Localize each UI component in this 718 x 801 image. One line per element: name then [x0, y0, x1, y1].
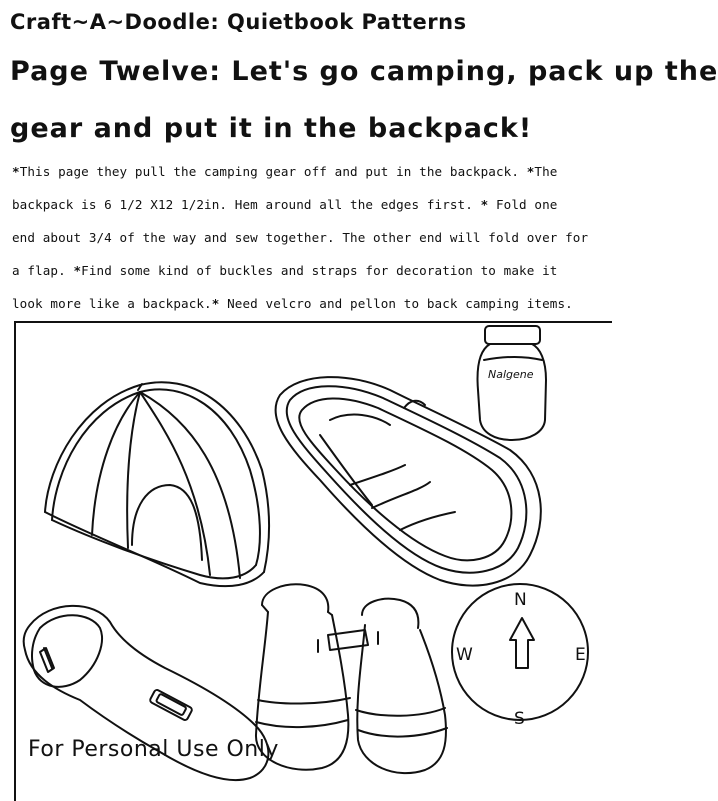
- asterisk-icon: *: [73, 263, 82, 278]
- instructions-line-4: a flap. *Find some kind of buckles and straps for decoration to make it: [12, 263, 558, 278]
- instructions-line-1: *This page they pull the camping gear off and put in the backpack. *The: [12, 164, 558, 179]
- page-title-line-2: gear and put it in the backpack!: [10, 113, 533, 144]
- compass-north-label: N: [514, 590, 527, 610]
- pattern-series-title: Craft~A~Doodle: Quietbook Patterns: [10, 10, 467, 34]
- compass-west-label: W: [456, 645, 473, 665]
- instructions-line-2: backpack is 6 1/2 X12 1/2in. Hem around all the edges first. * Fold one: [12, 197, 558, 212]
- instructions-line-5: look more like a backpack.* Need velcro and pellon to back camping items.: [12, 296, 573, 311]
- tent-icon: [45, 382, 269, 586]
- binoculars-icon: [256, 584, 447, 773]
- asterisk-icon: *: [480, 197, 489, 212]
- sleeping-bag-icon: [276, 377, 541, 585]
- footer-usage-note: For Personal Use Only: [28, 737, 279, 762]
- compass-east-label: E: [575, 645, 586, 665]
- bottle-label: Nalgene: [488, 368, 534, 381]
- asterisk-icon: *: [12, 164, 20, 179]
- instructions-line-3: end about 3/4 of the way and sew together. The other end will fold over for: [12, 230, 589, 245]
- page-title-line-1: Page Twelve: Let's go camping, pack up the: [10, 56, 718, 87]
- asterisk-icon: *: [526, 164, 535, 179]
- compass-south-label: S: [514, 709, 525, 729]
- asterisk-icon: *: [211, 296, 220, 311]
- water-bottle-icon: [478, 326, 547, 440]
